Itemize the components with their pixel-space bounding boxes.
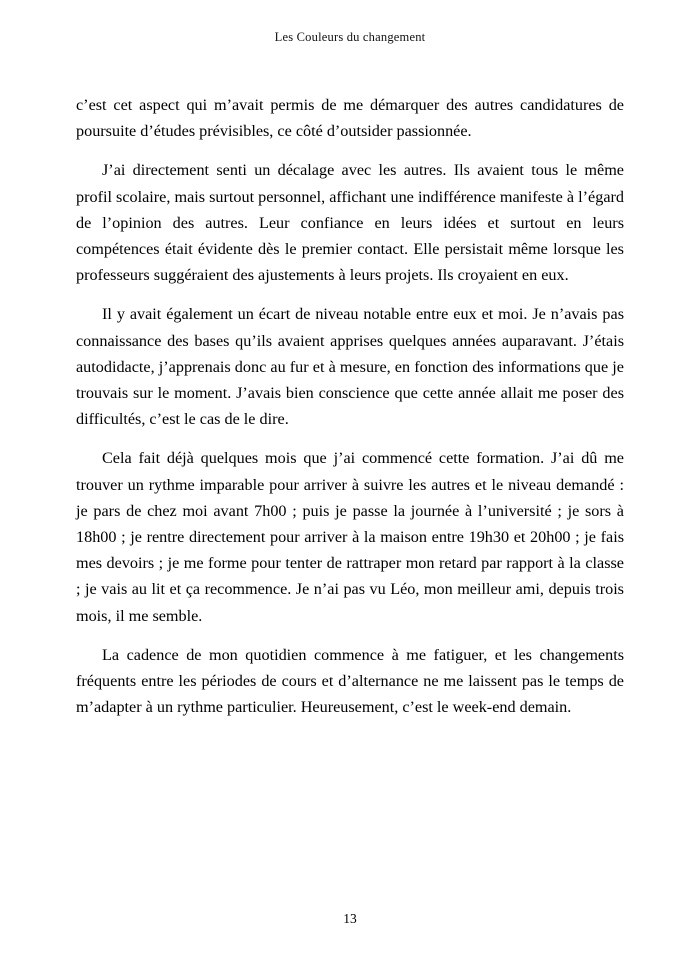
paragraph-1: c’est cet aspect qui m’avait permis de me démarquer des autres candidatures de poursuite d’études prévisibles, ce côté d’outsider passionnée. xyxy=(76,96,624,141)
paragraph-4: Cela fait déjà quelques mois que j’ai commencé cette formation. J’ai dû me trouver un rythme imparable pour arriver à suivre les autres et le niveau demandé : je pars de chez moi avant 7h00 ; puis je passe la journée à l’université ; je sors à 18h00 ; je rentre directement pour arriver à la maison entre 19h30 et 20h00 ; je fais mes devoirs ; je me forme pour tenter de rattraper mon retard par rapport à la classe ; je vais au lit et ça recommence. Je n’ai pas vu Léo, mon meilleur ami, depuis trois mois, il me semble. xyxy=(76,449,624,625)
running-head: Les Couleurs du changement xyxy=(274,30,426,44)
body-text-block xyxy=(76,92,624,720)
page-number: 13 xyxy=(343,911,357,926)
paragraph-3: Il y avait également un écart de niveau notable entre eux et moi. Je n’avais pas connaissance des bases qu’ils avaient apprises quelques années auparavant. J’étais autodidacte, j’apprenais donc au fur et à mesure, en fonction des informations que je trouvais sur le moment. J’avais bien conscience que cette année allait me poser des difficultés, c’est le cas de le dire. xyxy=(76,305,624,429)
paragraph-2: J’ai directement senti un décalage avec les autres. Ils avaient tous le même profil scolaire, mais surtout personnel, affichant une indifférence manifeste à l’égard de l’opinion des autres. Leur confiance en leurs idées et surtout en leurs compétences était évidente dès le premier contact. Elle persistait même lorsque les professeurs suggéraient des ajustements à leurs projets. Ils croyaient en eux. xyxy=(76,161,624,285)
paragraph-5: La cadence de mon quotidien commence à me fatiguer, et les changements fréquents entre les périodes de cours et d’alternance ne me laissent pas le temps de m’adapter à un rythme particulier. Heureusement, c’est le week-end demain. xyxy=(76,645,624,717)
